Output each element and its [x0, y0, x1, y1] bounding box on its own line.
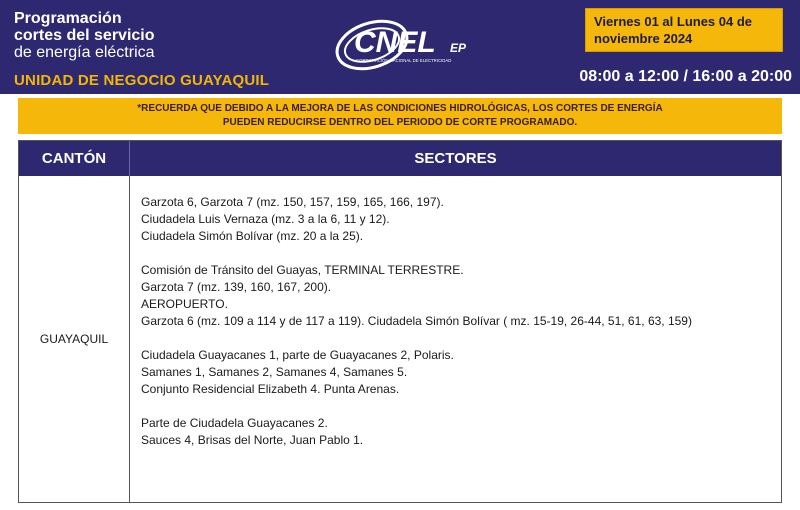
- sector-line: Samanes 1, Samanes 2, Samanes 4, Samanes 5.: [141, 365, 408, 379]
- title-line-3: de energía eléctrica: [14, 44, 155, 61]
- logo-subtitle: CORPORACIÓN NACIONAL DE ELECTRICIDAD: [356, 58, 452, 63]
- sector-line: Ciudadela Simón Bolívar (mz. 20 a la 25).: [141, 229, 364, 243]
- title-line-2: cortes del servicio: [14, 27, 155, 44]
- sector-line: Garzota 7 (mz. 139, 160, 167, 200).: [141, 280, 332, 294]
- date-range-box: [585, 8, 783, 52]
- notice-line-1: *RECUERDA QUE DEBIDO A LA MEJORA DE LAS CONDICIONES HIDROLÓGICAS, LOS CORTES DE ENERGÍA: [137, 103, 663, 114]
- page-title: [14, 10, 155, 61]
- sector-group-3: [141, 347, 781, 398]
- sector-line: Sauces 4, Brisas del Norte, Juan Pablo 1.: [141, 433, 364, 447]
- sector-group-2: [141, 262, 781, 330]
- notice-banner: [18, 98, 782, 134]
- sector-line: AEROPUERTO.: [141, 297, 228, 311]
- column-header-canton: CANTÓN: [19, 141, 130, 176]
- cnel-logo-icon: [330, 14, 490, 76]
- sector-group-4: [141, 415, 781, 449]
- logo-suffix: EP: [450, 41, 467, 55]
- sector-line: Garzota 6, Garzota 7 (mz. 150, 157, 159, 165, 166, 197).: [141, 195, 444, 209]
- business-unit-label: UNIDAD DE NEGOCIO GUAYAQUIL: [14, 72, 270, 89]
- header-banner: [0, 0, 800, 94]
- column-header-sectores: SECTORES: [414, 150, 497, 167]
- outage-hours: 08:00 a 12:00 / 16:00 a 20:00: [579, 68, 792, 85]
- sector-line: Conjunto Residencial Elizabeth 4. Punta Arenas.: [141, 382, 400, 396]
- sector-line: Comisión de Tránsito del Guayas, TERMINAL TERRESTRE.: [141, 263, 464, 277]
- sector-group-1: [141, 194, 781, 245]
- table-header: [19, 141, 781, 176]
- title-line-1: Programación: [14, 10, 122, 27]
- sectores-cell: [131, 176, 781, 502]
- logo-text: CNEL: [354, 26, 436, 59]
- canton-cell: GUAYAQUIL: [19, 176, 130, 502]
- date-line-1: Viernes 01 al Lunes 04 de: [594, 14, 753, 29]
- sector-line: Garzota 6 (mz. 109 a 114 y de 117 a 119). Ciudadela Simón Bolívar ( mz. 15-19, 26-44, 51, 61, 63, 159): [141, 314, 692, 328]
- schedule-table: [18, 140, 782, 503]
- sector-line: Ciudadela Guayacanes 1, parte de Guayacanes 2, Polaris.: [141, 348, 454, 362]
- sector-line: Parte de Ciudadela Guayacanes 2.: [141, 416, 328, 430]
- notice-line-2: PUEDEN REDUCIRSE DENTRO DEL PERIODO DE CORTE PROGRAMADO.: [222, 117, 578, 128]
- date-line-2: noviembre 2024: [594, 31, 693, 46]
- sector-line: Ciudadela Luis Vernaza (mz. 3 a la 6, 11 y 12).: [141, 212, 390, 226]
